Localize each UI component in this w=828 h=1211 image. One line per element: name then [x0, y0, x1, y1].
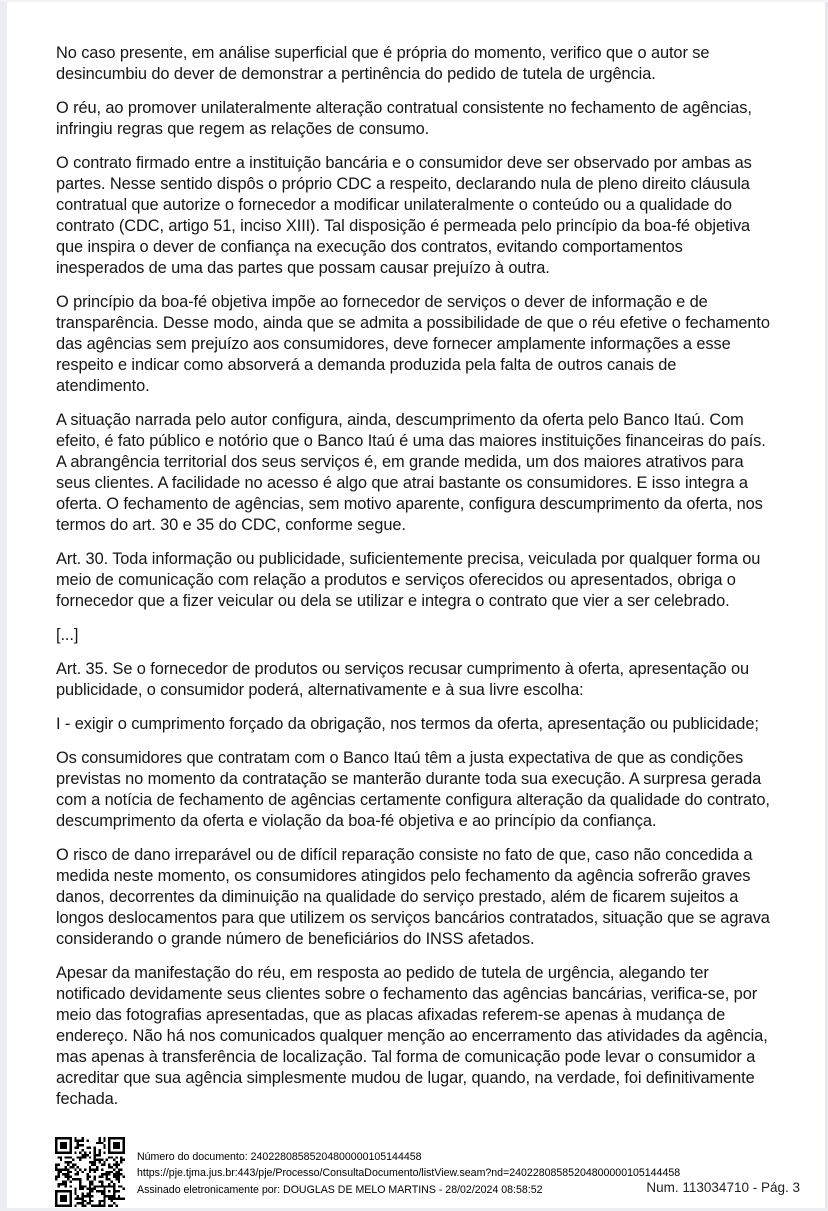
- paragraph: Os consumidores que contratam com o Banco Itaú têm a justa expectativa de que as condições previstas no momento da contratação se manterão durante toda sua execução. A surpresa gerada com a notícia de fechamento de agências certamente configura alteração da qualidade do contrato, descumprimento da oferta e violação da boa-fé objetiva e ao princípio da confiança.: [56, 749, 770, 830]
- document-url: https://pje.tjma.jus.br:443/pje/Processo/ConsultaDocumento/listView.seam?nd=24022808585204800000105144458: [137, 1167, 681, 1180]
- paragraph-law-quote: I - exigir o cumprimento forçado da obrigação, nos termos da oferta, apresentação ou publicidade;: [56, 715, 759, 733]
- paragraph: O contrato firmado entre a instituição bancária e o consumidor deve ser observado por ambas as partes. Nesse sentido dispôs o próprio CDC a respeito, declarando nula de pleno direito cláusula contratual que autorize o fornecedor a modificar unilateralmente o conteúdo ou a qualidade do contrato (CDC, artigo 51, inciso XIII). Tal disposição é permeada pelo princípio da boa-fé objetiva que inspira o dever de confiança na execução dos contratos, evitando comportamentos inesperados de uma das partes que possam causar prejuízo à outra.: [56, 154, 752, 277]
- document-number: Número do documento: 24022808585204800000105144458: [137, 1151, 422, 1163]
- paragraph-ellipsis: [...]: [56, 626, 79, 644]
- paragraph: O risco de dano irreparável ou de difícil reparação consiste no fato de que, caso não concedida a medida neste momento, os consumidores atingidos pelo fechamento da agência sofrerão graves danos, decorrentes da diminuição na qualidade do serviço prestado, além de ficarem sujeitos a longos deslocamentos para que utilizem os serviços bancários contratados, situação que se agrava considerando o grande número de beneficiários do INSS afetados.: [56, 846, 770, 948]
- paragraph: O réu, ao promover unilateralmente alteração contratual consistente no fechamento de agências, infringiu regras que regem as relações de consumo.: [56, 99, 752, 138]
- page-edge-top: [0, 0, 828, 2]
- page-number-ref: Num. 113034710 - Pág. 3: [646, 1180, 800, 1195]
- paragraph-law-quote: Art. 35. Se o fornecedor de produtos ou serviços recusar cumprimento à oferta, apresentação ou publicidade, o consumidor poderá, alternativamente e à sua livre escolha:: [56, 660, 750, 699]
- qr-code: [55, 1137, 125, 1207]
- paragraph: No caso presente, em análise superficial que é própria do momento, verifico que o autor se desincumbiu do dever de demonstrar a pertinência do pedido de tutela de urgência.: [56, 44, 710, 83]
- document-footer-meta: [137, 1149, 680, 1198]
- paragraph: O princípio da boa-fé objetiva impõe ao fornecedor de serviços o dever de informação e de transparência. Desse modo, ainda que se admita a possibilidade de que o réu efetive o fechamento das agências sem prejuízo aos consumidores, deve fornecer amplamente informações a esse respeito e indicar como absorverá a demanda produzida pela falta de outros canais de atendimento.: [56, 293, 770, 395]
- signature-line: Assinado eletronicamente por: DOUGLAS DE MELO MARTINS - 28/02/2024 08:58:52: [137, 1183, 543, 1196]
- paragraph: A situação narrada pelo autor configura, ainda, descumprimento da oferta pelo Banco Itaú. Com efeito, é fato público e notório que o Banco Itaú é uma das maiores instituições financeiras do país. A abrangência territorial dos seus serviços é, em grande medida, um dos maiores atrativos para seus clientes. A facilidade no acesso é algo que atrai bastante os consumidores. E isso integra a oferta. O fechamento de agências, sem motivo aparente, configura descumprimento da oferta, nos termos do art. 30 e 35 do CDC, conforme segue.: [56, 411, 766, 534]
- document-body: [56, 43, 774, 1123]
- paragraph: Apesar da manifestação do réu, em resposta ao pedido de tutela de urgência, alegando ter notificado devidamente seus clientes sobre o fechamento das agências bancárias, verifica-se, por meio das fotografias apresentadas, que as placas afixadas referem-se apenas à mudança de endereço. Não há nos comunicados qualquer menção ao encerramento das atividades da agência, mas apenas à transferência de localização. Tal forma de comunicação pode levar o consumidor a acreditar que sua agência simplesmente mudou de lugar, quando, na verdade, foi definitivamente fechada.: [56, 964, 768, 1108]
- paragraph-law-quote: Art. 30. Toda informação ou publicidade, suficientemente precisa, veiculada por qualquer forma ou meio de comunicação com relação a produtos e serviços oferecidos ou apresentados, obriga o fornecedor que a fizer veicular ou dela se utilizar e integra o contrato que vier a ser celebrado.: [56, 550, 761, 610]
- page-edge-left: [0, 0, 7, 1211]
